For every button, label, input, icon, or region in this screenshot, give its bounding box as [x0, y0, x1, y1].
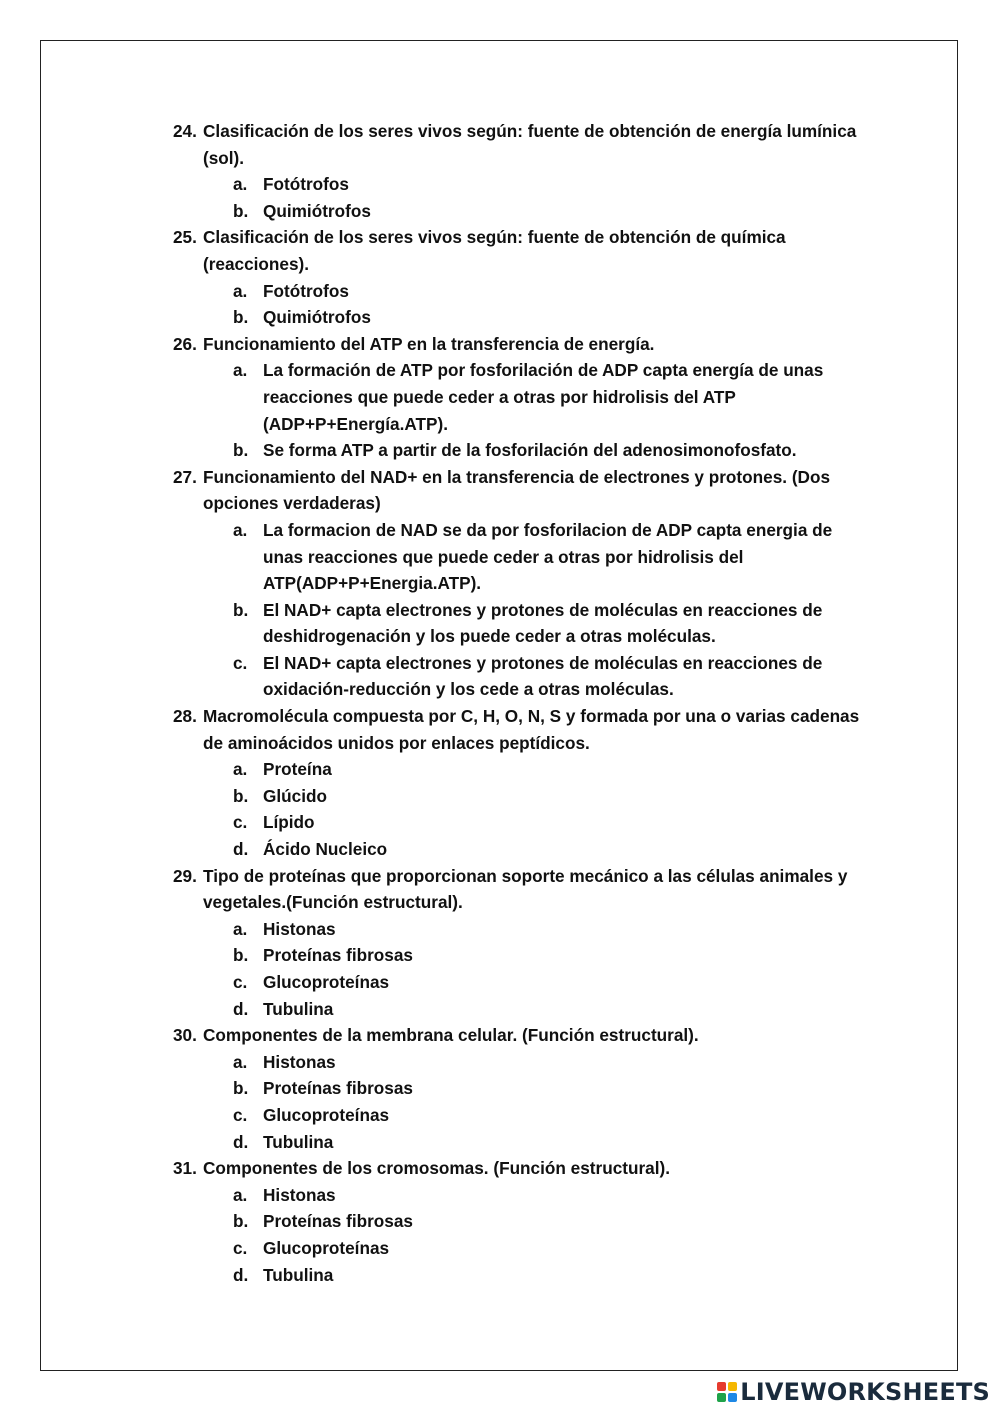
question-number: 29.: [173, 865, 197, 886]
option-text: Tubulina: [263, 1131, 334, 1152]
option-letter: b.: [233, 1078, 249, 1099]
question-number: 25.: [173, 227, 197, 248]
option-text: La formación de ATP por fosforilación de ADP capta energía de unas reacciones que puede ceder a otras por hidrolisis del ATP (ADP+P+Energía.ATP).: [263, 360, 824, 434]
option-text: Ácido Nucleico: [263, 839, 388, 860]
option-text: El NAD+ capta electrones y protones de moléculas en reacciones de deshidrogenación y los puede ceder a otras moléculas.: [263, 599, 823, 647]
option-b[interactable]: [233, 1208, 873, 1235]
option-letter: a.: [233, 174, 248, 195]
option-text: Proteínas fibrosas: [263, 1078, 413, 1099]
liveworksheets-logo[interactable]: [717, 1377, 990, 1407]
option-letter: b.: [233, 599, 249, 620]
option-c[interactable]: [233, 969, 873, 996]
option-letter: c.: [233, 972, 248, 992]
question-number: 30.: [173, 1025, 197, 1046]
question-30: [173, 1022, 873, 1155]
option-letter: a.: [233, 360, 248, 381]
logo-square-red: [717, 1382, 726, 1391]
option-letter: c.: [233, 652, 248, 673]
question-text: Funcionamiento del ATP en la transferencia de energía.: [203, 333, 655, 354]
question-text: Macromolécula compuesta por C, H, O, N, S y formada por una o varias cadenas de aminoácidos unidos por enlaces peptídicos.: [203, 706, 860, 753]
option-text: Quimiótrofos: [263, 307, 371, 328]
question-29: [173, 863, 873, 1023]
option-d[interactable]: [233, 836, 873, 863]
option-c[interactable]: [233, 1235, 873, 1262]
option-a[interactable]: [233, 916, 873, 943]
option-text: Tubulina: [263, 1264, 334, 1285]
option-text: Histonas: [263, 918, 336, 939]
option-text: Proteínas fibrosas: [263, 945, 413, 966]
option-letter: b.: [233, 1211, 249, 1232]
option-text: Fotótrofos: [263, 280, 349, 301]
option-d[interactable]: [233, 1129, 873, 1156]
option-letter: c.: [233, 1237, 248, 1258]
option-text: Proteínas fibrosas: [263, 1211, 413, 1232]
option-b[interactable]: [233, 437, 873, 464]
option-letter: b.: [233, 307, 249, 328]
question-number: 27.: [173, 466, 197, 487]
worksheet-questions: [173, 118, 873, 1288]
question-25: [173, 224, 873, 330]
option-letter: d.: [233, 839, 249, 860]
option-letter: b.: [233, 200, 249, 221]
option-b[interactable]: [233, 942, 873, 969]
question-number: 31.: [173, 1158, 197, 1179]
logo-mark-icon: [717, 1382, 737, 1402]
option-c[interactable]: [233, 809, 873, 836]
option-letter: d.: [233, 1131, 249, 1152]
option-text: Fotótrofos: [263, 174, 349, 195]
option-b[interactable]: [233, 597, 873, 650]
question-number: 28.: [173, 706, 197, 727]
logo-square-yellow: [728, 1382, 737, 1391]
option-text: Quimiótrofos: [263, 200, 371, 221]
option-a[interactable]: [233, 1049, 873, 1076]
option-text: Se forma ATP a partir de la fosforilación del adenosimonofosfato.: [263, 440, 797, 461]
question-text: Tipo de proteínas que proporcionan soporte mecánico a las células animales y vegetales.(Función estructural).: [203, 865, 848, 913]
option-letter: d.: [233, 1264, 249, 1285]
option-letter: a.: [233, 1184, 248, 1205]
question-26: [173, 331, 873, 464]
question-text: Funcionamiento del NAD+ en la transferencia de electrones y protones. (Dos opciones verdaderas): [203, 466, 831, 514]
option-text: Histonas: [263, 1184, 336, 1205]
option-b[interactable]: [233, 198, 873, 225]
question-31: [173, 1155, 873, 1288]
option-a[interactable]: [233, 1182, 873, 1209]
question-text: Componentes de los cromosomas. (Función estructural).: [203, 1158, 670, 1179]
option-letter: d.: [233, 998, 249, 1019]
question-text: Clasificación de los seres vivos según: fuente de obtención de química (reacciones).: [203, 227, 786, 274]
option-d[interactable]: [233, 996, 873, 1023]
option-c[interactable]: [233, 650, 873, 703]
option-b[interactable]: [233, 783, 873, 810]
option-a[interactable]: [233, 756, 873, 783]
option-letter: c.: [233, 1104, 248, 1125]
option-letter: a.: [233, 280, 248, 301]
option-a[interactable]: [233, 171, 873, 198]
option-b[interactable]: [233, 304, 873, 331]
question-text: Componentes de la membrana celular. (Función estructural).: [203, 1025, 699, 1046]
option-text: Lípido: [263, 812, 315, 833]
option-letter: a.: [233, 759, 248, 780]
logo-square-green: [717, 1393, 726, 1402]
option-text: Proteína: [263, 759, 332, 780]
logo-wordmark: LIVEWORKSHEETS: [740, 1378, 990, 1406]
option-text: Glucoproteínas: [263, 1104, 390, 1125]
option-text: El NAD+ capta electrones y protones de moléculas en reacciones de oxidación-reducción y los cede a otras moléculas.: [263, 652, 823, 700]
option-text: La formacion de NAD se da por fosforilacion de ADP capta energia de unas reacciones que puede ceder a otras por hidrolisis del ATP(ADP+P+Energia.ATP).: [263, 519, 833, 594]
option-b[interactable]: [233, 1075, 873, 1102]
question-27: [173, 464, 873, 703]
option-text: Histonas: [263, 1051, 336, 1072]
option-letter: b.: [233, 440, 249, 461]
question-text: Clasificación de los seres vivos según: fuente de obtención de energía lumínica (sol).: [203, 121, 857, 168]
option-d[interactable]: [233, 1262, 873, 1289]
option-text: Glucoproteínas: [263, 1237, 390, 1258]
option-letter: c.: [233, 812, 248, 833]
option-letter: a.: [233, 519, 248, 540]
option-text: Tubulina: [263, 998, 334, 1019]
question-24: [173, 118, 873, 224]
question-number: 26.: [173, 333, 197, 354]
option-a[interactable]: [233, 357, 873, 437]
option-c[interactable]: [233, 1102, 873, 1129]
option-letter: a.: [233, 1051, 248, 1072]
option-letter: a.: [233, 918, 248, 939]
question-28: [173, 703, 873, 863]
option-a[interactable]: [233, 278, 873, 305]
option-letter: b.: [233, 945, 249, 966]
logo-square-blue: [728, 1393, 737, 1402]
option-text: Glucoproteínas: [263, 972, 390, 992]
option-a[interactable]: [233, 517, 873, 597]
question-number: 24.: [173, 121, 197, 141]
option-text: Glúcido: [263, 785, 327, 806]
option-letter: b.: [233, 785, 249, 806]
